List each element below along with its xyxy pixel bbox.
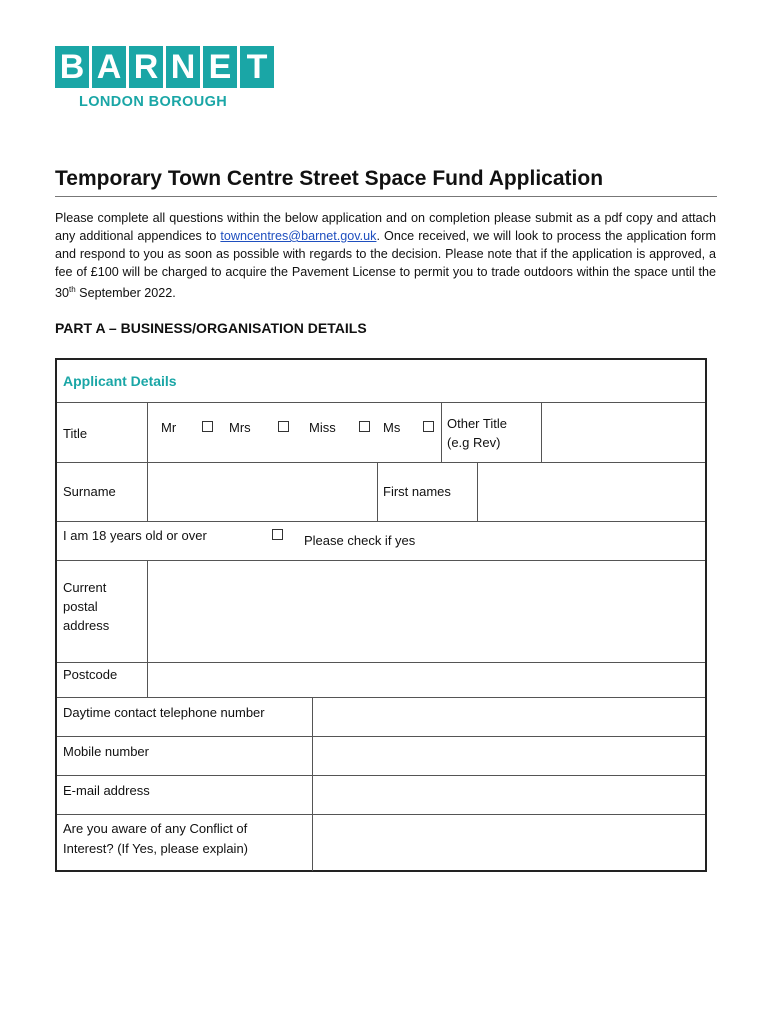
first-names-label: First names [383, 484, 451, 499]
other-title-hint: (e.g Rev) [447, 435, 501, 450]
page-title: Temporary Town Centre Street Space Fund Application [55, 167, 717, 197]
daytime-phone-label: Daytime contact telephone number [63, 705, 265, 720]
title-option-ms: Ms [383, 420, 401, 435]
intro-text: . Once received, we will look to process the application form and respond to you as soon as possible with regards to the decision. Please note that if the application is approved, a fee of £100 will be charged to acquire the Pavement License to permit you to trade outdoors within the space until the 30 [55, 229, 716, 301]
logo-letter: A [92, 46, 126, 88]
conflict-label-line: Are you aware of any Conflict of [63, 821, 248, 836]
email-link[interactable]: towncentres@barnet.gov.uk [220, 229, 377, 243]
title-option-mrs: Mrs [229, 420, 251, 435]
barnet-logo [55, 46, 274, 110]
age-checkbox[interactable] [272, 529, 283, 540]
address-field[interactable] [148, 561, 705, 662]
other-title-label: Other Title [447, 416, 507, 431]
section-title: Applicant Details [63, 373, 177, 389]
address-label-line: address [63, 618, 110, 633]
daytime-phone-field[interactable] [313, 698, 705, 736]
mrs-checkbox[interactable] [278, 421, 289, 432]
mobile-field[interactable] [313, 737, 705, 775]
age-label: I am 18 years old or over [63, 528, 207, 543]
email-label: E-mail address [63, 783, 150, 798]
logo-letter: R [129, 46, 163, 88]
address-label-line: postal [63, 599, 98, 614]
applicant-details-form [55, 358, 707, 872]
intro-paragraph [55, 209, 716, 302]
col-divider [441, 402, 442, 462]
row-divider [57, 521, 705, 522]
address-label-line: Current [63, 580, 107, 595]
email-field[interactable] [313, 776, 705, 814]
logo-subtitle: LONDON BOROUGH [79, 94, 228, 110]
part-a-heading: PART A – BUSINESS/ORGANISATION DETAILS [55, 320, 367, 336]
postcode-field[interactable] [148, 663, 705, 697]
col-divider [377, 462, 378, 521]
mobile-label: Mobile number [63, 744, 149, 759]
logo-letter: N [166, 46, 200, 88]
miss-checkbox[interactable] [359, 421, 370, 432]
surname-label: Surname [63, 484, 116, 499]
logo-letter: E [203, 46, 237, 88]
ms-checkbox[interactable] [423, 421, 434, 432]
title-option-miss: Miss [309, 420, 336, 435]
title-option-mr: Mr [161, 420, 177, 435]
mr-checkbox[interactable] [202, 421, 213, 432]
intro-text: September 2022. [75, 286, 176, 301]
other-title-field[interactable] [542, 403, 705, 462]
logo-letter: B [55, 46, 89, 88]
first-names-field[interactable] [478, 463, 705, 521]
logo-letters [55, 46, 274, 88]
conflict-label-line: Interest? (If Yes, please explain) [63, 841, 249, 856]
title-label: Title [63, 426, 88, 441]
postcode-label: Postcode [63, 667, 118, 682]
logo-letter: T [240, 46, 274, 88]
intro-text: Please complete all questions within the below application and on completion please submit as a pdf copy and attach any additional appendices to [55, 211, 716, 243]
intro-superscript: th [69, 285, 76, 294]
age-hint: Please check if yes [304, 533, 416, 548]
conflict-field[interactable] [313, 815, 705, 870]
surname-field[interactable] [148, 463, 377, 521]
